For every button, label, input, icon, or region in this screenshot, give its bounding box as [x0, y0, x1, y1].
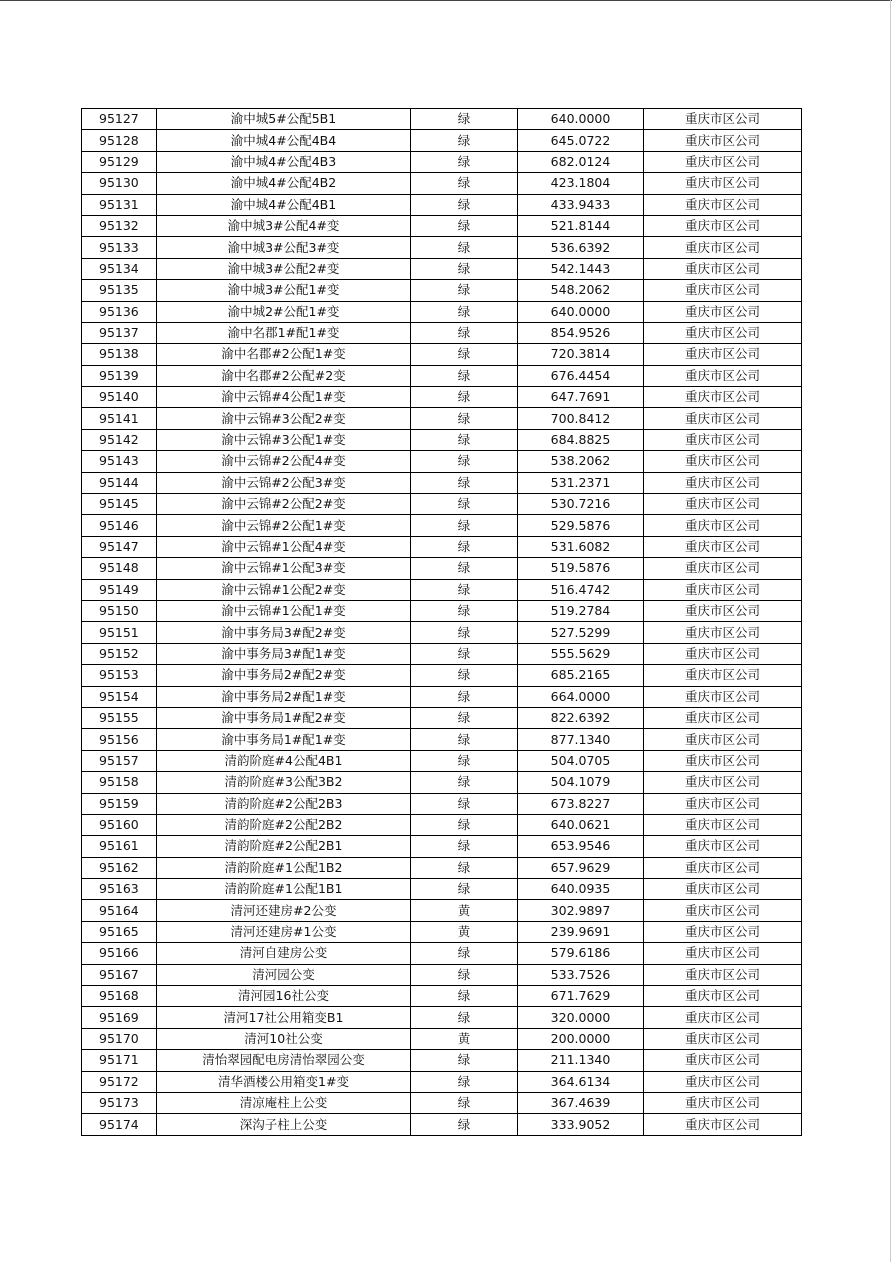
value-cell: 364.6134 [518, 1071, 644, 1092]
company-cell: 重庆市区公司 [644, 215, 802, 236]
station-name-cell: 渝中城3#公配4#变 [157, 215, 411, 236]
table-body [82, 109, 802, 1136]
row-id-cell: 95164 [82, 900, 157, 921]
status-color-cell: 绿 [411, 258, 518, 279]
station-name-cell: 渝中事务局3#配1#变 [157, 643, 411, 664]
status-color-cell: 绿 [411, 322, 518, 343]
row-id-cell: 95141 [82, 408, 157, 429]
company-cell: 重庆市区公司 [644, 1071, 802, 1092]
row-id-cell: 95146 [82, 515, 157, 536]
table-row [82, 857, 802, 878]
table-row [82, 558, 802, 579]
table-row [82, 215, 802, 236]
table-row [82, 365, 802, 386]
status-color-cell: 绿 [411, 879, 518, 900]
table-row [82, 408, 802, 429]
value-cell: 533.7526 [518, 964, 644, 985]
station-name-cell: 渝中云锦#3公配2#变 [157, 408, 411, 429]
row-id-cell: 95159 [82, 793, 157, 814]
table-row [82, 1092, 802, 1113]
table-row [82, 879, 802, 900]
company-cell: 重庆市区公司 [644, 1007, 802, 1028]
station-name-cell: 渝中城3#公配2#变 [157, 258, 411, 279]
value-cell: 239.9691 [518, 921, 644, 942]
table-row [82, 515, 802, 536]
station-name-cell: 渝中云锦#1公配3#变 [157, 558, 411, 579]
row-id-cell: 95135 [82, 280, 157, 301]
value-cell: 700.8412 [518, 408, 644, 429]
row-id-cell: 95149 [82, 579, 157, 600]
station-name-cell: 渝中城3#公配1#变 [157, 280, 411, 301]
row-id-cell: 95137 [82, 322, 157, 343]
data-table [81, 108, 802, 1136]
company-cell: 重庆市区公司 [644, 472, 802, 493]
status-color-cell: 绿 [411, 943, 518, 964]
row-id-cell: 95158 [82, 772, 157, 793]
station-name-cell: 清韵阶庭#1公配1B1 [157, 879, 411, 900]
station-name-cell: 渝中云锦#2公配1#变 [157, 515, 411, 536]
station-name-cell: 渝中云锦#2公配4#变 [157, 451, 411, 472]
table-row [82, 814, 802, 835]
row-id-cell: 95154 [82, 686, 157, 707]
station-name-cell: 渝中云锦#3公配1#变 [157, 429, 411, 450]
status-color-cell: 绿 [411, 1050, 518, 1071]
company-cell: 重庆市区公司 [644, 772, 802, 793]
value-cell: 200.0000 [518, 1028, 644, 1049]
value-cell: 519.2784 [518, 600, 644, 621]
company-cell: 重庆市区公司 [644, 1092, 802, 1113]
row-id-cell: 95134 [82, 258, 157, 279]
value-cell: 877.1340 [518, 729, 644, 750]
company-cell: 重庆市区公司 [644, 322, 802, 343]
row-id-cell: 95133 [82, 237, 157, 258]
row-id-cell: 95155 [82, 707, 157, 728]
company-cell: 重庆市区公司 [644, 622, 802, 643]
station-name-cell: 清华酒楼公用箱变1#变 [157, 1071, 411, 1092]
status-color-cell: 绿 [411, 301, 518, 322]
station-name-cell: 深沟子柱上公变 [157, 1114, 411, 1135]
row-id-cell: 95171 [82, 1050, 157, 1071]
company-cell: 重庆市区公司 [644, 301, 802, 322]
value-cell: 673.8227 [518, 793, 644, 814]
table-row [82, 258, 802, 279]
row-id-cell: 95127 [82, 109, 157, 130]
value-cell: 645.0722 [518, 130, 644, 151]
status-color-cell: 绿 [411, 622, 518, 643]
status-color-cell: 绿 [411, 772, 518, 793]
status-color-cell: 绿 [411, 707, 518, 728]
row-id-cell: 95163 [82, 879, 157, 900]
table-row [82, 600, 802, 621]
status-color-cell: 绿 [411, 665, 518, 686]
station-name-cell: 渝中城5#公配5B1 [157, 109, 411, 130]
value-cell: 211.1340 [518, 1050, 644, 1071]
table-row [82, 494, 802, 515]
status-color-cell: 绿 [411, 194, 518, 215]
station-name-cell: 渝中事务局1#配1#变 [157, 729, 411, 750]
station-name-cell: 清韵阶庭#2公配2B1 [157, 836, 411, 857]
value-cell: 579.6186 [518, 943, 644, 964]
row-id-cell: 95136 [82, 301, 157, 322]
company-cell: 重庆市区公司 [644, 707, 802, 728]
value-cell: 531.2371 [518, 472, 644, 493]
company-cell: 重庆市区公司 [644, 130, 802, 151]
status-color-cell: 绿 [411, 387, 518, 408]
status-color-cell: 绿 [411, 1007, 518, 1028]
value-cell: 854.9526 [518, 322, 644, 343]
row-id-cell: 95144 [82, 472, 157, 493]
station-name-cell: 清河还建房#2公变 [157, 900, 411, 921]
company-cell: 重庆市区公司 [644, 579, 802, 600]
row-id-cell: 95143 [82, 451, 157, 472]
status-color-cell: 绿 [411, 472, 518, 493]
station-name-cell: 清怡翠园配电房清怡翠园公变 [157, 1050, 411, 1071]
company-cell: 重庆市区公司 [644, 879, 802, 900]
company-cell: 重庆市区公司 [644, 729, 802, 750]
station-name-cell: 渝中事务局2#配2#变 [157, 665, 411, 686]
company-cell: 重庆市区公司 [644, 986, 802, 1007]
table-row [82, 665, 802, 686]
table-row [82, 1114, 802, 1135]
value-cell: 653.9546 [518, 836, 644, 857]
row-id-cell: 95142 [82, 429, 157, 450]
value-cell: 640.0000 [518, 109, 644, 130]
status-color-cell: 绿 [411, 1092, 518, 1113]
status-color-cell: 绿 [411, 814, 518, 835]
row-id-cell: 95168 [82, 986, 157, 1007]
row-id-cell: 95161 [82, 836, 157, 857]
status-color-cell: 绿 [411, 836, 518, 857]
value-cell: 423.1804 [518, 173, 644, 194]
station-name-cell: 渝中名郡1#配1#变 [157, 322, 411, 343]
row-id-cell: 95162 [82, 857, 157, 878]
status-color-cell: 黄 [411, 900, 518, 921]
company-cell: 重庆市区公司 [644, 643, 802, 664]
status-color-cell: 绿 [411, 1071, 518, 1092]
status-color-cell: 绿 [411, 643, 518, 664]
station-name-cell: 清河园16社公变 [157, 986, 411, 1007]
row-id-cell: 95132 [82, 215, 157, 236]
company-cell: 重庆市区公司 [644, 109, 802, 130]
status-color-cell: 绿 [411, 857, 518, 878]
table-row [82, 921, 802, 942]
value-cell: 676.4454 [518, 365, 644, 386]
row-id-cell: 95152 [82, 643, 157, 664]
value-cell: 640.0621 [518, 814, 644, 835]
station-name-cell: 清河17社公用箱变B1 [157, 1007, 411, 1028]
table-row [82, 622, 802, 643]
page-top-border [0, 0, 892, 1]
station-name-cell: 渝中城2#公配1#变 [157, 301, 411, 322]
row-id-cell: 95129 [82, 151, 157, 172]
value-cell: 664.0000 [518, 686, 644, 707]
table-row [82, 986, 802, 1007]
station-name-cell: 渝中云锦#1公配4#变 [157, 536, 411, 557]
value-cell: 682.0124 [518, 151, 644, 172]
company-cell: 重庆市区公司 [644, 280, 802, 301]
status-color-cell: 绿 [411, 600, 518, 621]
table-row [82, 643, 802, 664]
value-cell: 531.6082 [518, 536, 644, 557]
company-cell: 重庆市区公司 [644, 515, 802, 536]
value-cell: 367.4639 [518, 1092, 644, 1113]
row-id-cell: 95174 [82, 1114, 157, 1135]
status-color-cell: 绿 [411, 344, 518, 365]
table-row [82, 793, 802, 814]
company-cell: 重庆市区公司 [644, 429, 802, 450]
company-cell: 重庆市区公司 [644, 836, 802, 857]
table-row [82, 151, 802, 172]
company-cell: 重庆市区公司 [644, 344, 802, 365]
station-name-cell: 渝中城4#公配4B1 [157, 194, 411, 215]
row-id-cell: 95128 [82, 130, 157, 151]
row-id-cell: 95157 [82, 750, 157, 771]
company-cell: 重庆市区公司 [644, 750, 802, 771]
status-color-cell: 绿 [411, 408, 518, 429]
row-id-cell: 95166 [82, 943, 157, 964]
company-cell: 重庆市区公司 [644, 600, 802, 621]
value-cell: 720.3814 [518, 344, 644, 365]
station-name-cell: 渝中事务局1#配2#变 [157, 707, 411, 728]
value-cell: 542.1443 [518, 258, 644, 279]
company-cell: 重庆市区公司 [644, 1050, 802, 1071]
table-row [82, 130, 802, 151]
table-row [82, 836, 802, 857]
value-cell: 685.2165 [518, 665, 644, 686]
table-row [82, 194, 802, 215]
row-id-cell: 95147 [82, 536, 157, 557]
company-cell: 重庆市区公司 [644, 921, 802, 942]
table-row [82, 472, 802, 493]
status-color-cell: 绿 [411, 237, 518, 258]
table-row [82, 173, 802, 194]
value-cell: 302.9897 [518, 900, 644, 921]
status-color-cell: 绿 [411, 986, 518, 1007]
row-id-cell: 95173 [82, 1092, 157, 1113]
status-color-cell: 绿 [411, 365, 518, 386]
value-cell: 640.0935 [518, 879, 644, 900]
company-cell: 重庆市区公司 [644, 536, 802, 557]
row-id-cell: 95138 [82, 344, 157, 365]
value-cell: 519.5876 [518, 558, 644, 579]
table-row [82, 280, 802, 301]
status-color-cell: 绿 [411, 109, 518, 130]
station-name-cell: 渝中城4#公配4B3 [157, 151, 411, 172]
page-right-border [890, 0, 891, 1262]
company-cell: 重庆市区公司 [644, 173, 802, 194]
status-color-cell: 绿 [411, 558, 518, 579]
company-cell: 重庆市区公司 [644, 151, 802, 172]
row-id-cell: 95172 [82, 1071, 157, 1092]
value-cell: 640.0000 [518, 301, 644, 322]
table-row [82, 301, 802, 322]
row-id-cell: 95140 [82, 387, 157, 408]
status-color-cell: 绿 [411, 536, 518, 557]
row-id-cell: 95148 [82, 558, 157, 579]
table-row [82, 579, 802, 600]
value-cell: 657.9629 [518, 857, 644, 878]
station-name-cell: 渝中云锦#1公配1#变 [157, 600, 411, 621]
company-cell: 重庆市区公司 [644, 408, 802, 429]
status-color-cell: 绿 [411, 215, 518, 236]
table-row [82, 1028, 802, 1049]
row-id-cell: 95145 [82, 494, 157, 515]
value-cell: 555.5629 [518, 643, 644, 664]
table-row [82, 750, 802, 771]
value-cell: 684.8825 [518, 429, 644, 450]
station-name-cell: 渝中名郡#2公配1#变 [157, 344, 411, 365]
station-name-cell: 清韵阶庭#2公配2B3 [157, 793, 411, 814]
status-color-cell: 黄 [411, 921, 518, 942]
status-color-cell: 绿 [411, 280, 518, 301]
status-color-cell: 绿 [411, 151, 518, 172]
table-row [82, 943, 802, 964]
table-row [82, 109, 802, 130]
status-color-cell: 绿 [411, 173, 518, 194]
status-color-cell: 绿 [411, 130, 518, 151]
table-row [82, 451, 802, 472]
value-cell: 536.6392 [518, 237, 644, 258]
value-cell: 433.9433 [518, 194, 644, 215]
company-cell: 重庆市区公司 [644, 387, 802, 408]
company-cell: 重庆市区公司 [644, 964, 802, 985]
station-name-cell: 渝中城4#公配4B4 [157, 130, 411, 151]
value-cell: 527.5299 [518, 622, 644, 643]
table-row [82, 1050, 802, 1071]
table-row [82, 900, 802, 921]
table-row [82, 322, 802, 343]
row-id-cell: 95156 [82, 729, 157, 750]
value-cell: 504.1079 [518, 772, 644, 793]
station-name-cell: 渝中云锦#1公配2#变 [157, 579, 411, 600]
row-id-cell: 95170 [82, 1028, 157, 1049]
status-color-cell: 绿 [411, 750, 518, 771]
status-color-cell: 绿 [411, 579, 518, 600]
station-name-cell: 渝中名郡#2公配#2变 [157, 365, 411, 386]
table-row [82, 536, 802, 557]
value-cell: 671.7629 [518, 986, 644, 1007]
status-color-cell: 绿 [411, 451, 518, 472]
row-id-cell: 95151 [82, 622, 157, 643]
row-id-cell: 95153 [82, 665, 157, 686]
table-row [82, 387, 802, 408]
company-cell: 重庆市区公司 [644, 900, 802, 921]
value-cell: 516.4742 [518, 579, 644, 600]
station-name-cell: 清凉庵柱上公变 [157, 1092, 411, 1113]
company-cell: 重庆市区公司 [644, 1114, 802, 1135]
station-name-cell: 清韵阶庭#1公配1B2 [157, 857, 411, 878]
station-name-cell: 渝中云锦#2公配2#变 [157, 494, 411, 515]
value-cell: 822.6392 [518, 707, 644, 728]
company-cell: 重庆市区公司 [644, 451, 802, 472]
table-row [82, 237, 802, 258]
value-cell: 521.8144 [518, 215, 644, 236]
value-cell: 548.2062 [518, 280, 644, 301]
table-row [82, 686, 802, 707]
station-name-cell: 渝中云锦#2公配3#变 [157, 472, 411, 493]
company-cell: 重庆市区公司 [644, 494, 802, 515]
status-color-cell: 绿 [411, 964, 518, 985]
station-name-cell: 渝中事务局3#配2#变 [157, 622, 411, 643]
company-cell: 重庆市区公司 [644, 258, 802, 279]
value-cell: 538.2062 [518, 451, 644, 472]
company-cell: 重庆市区公司 [644, 665, 802, 686]
status-color-cell: 绿 [411, 729, 518, 750]
row-id-cell: 95165 [82, 921, 157, 942]
row-id-cell: 95167 [82, 964, 157, 985]
status-color-cell: 绿 [411, 494, 518, 515]
station-name-cell: 清河自建房公变 [157, 943, 411, 964]
company-cell: 重庆市区公司 [644, 558, 802, 579]
table-row [82, 729, 802, 750]
value-cell: 333.9052 [518, 1114, 644, 1135]
station-name-cell: 清韵阶庭#4公配4B1 [157, 750, 411, 771]
station-name-cell: 清河园公变 [157, 964, 411, 985]
row-id-cell: 95130 [82, 173, 157, 194]
company-cell: 重庆市区公司 [644, 237, 802, 258]
status-color-cell: 绿 [411, 429, 518, 450]
value-cell: 320.0000 [518, 1007, 644, 1028]
status-color-cell: 绿 [411, 515, 518, 536]
row-id-cell: 95131 [82, 194, 157, 215]
value-cell: 504.0705 [518, 750, 644, 771]
company-cell: 重庆市区公司 [644, 814, 802, 835]
station-name-cell: 渝中城3#公配3#变 [157, 237, 411, 258]
status-color-cell: 绿 [411, 1114, 518, 1135]
table-row [82, 964, 802, 985]
value-cell: 647.7691 [518, 387, 644, 408]
station-name-cell: 清河还建房#1公变 [157, 921, 411, 942]
station-name-cell: 渝中事务局2#配1#变 [157, 686, 411, 707]
row-id-cell: 95160 [82, 814, 157, 835]
station-name-cell: 渝中云锦#4公配1#变 [157, 387, 411, 408]
company-cell: 重庆市区公司 [644, 686, 802, 707]
status-color-cell: 黄 [411, 1028, 518, 1049]
value-cell: 530.7216 [518, 494, 644, 515]
table-row [82, 429, 802, 450]
table-row [82, 1007, 802, 1028]
status-color-cell: 绿 [411, 793, 518, 814]
row-id-cell: 95139 [82, 365, 157, 386]
station-name-cell: 渝中城4#公配4B2 [157, 173, 411, 194]
row-id-cell: 95169 [82, 1007, 157, 1028]
row-id-cell: 95150 [82, 600, 157, 621]
value-cell: 529.5876 [518, 515, 644, 536]
table-row [82, 707, 802, 728]
company-cell: 重庆市区公司 [644, 365, 802, 386]
table-row [82, 1071, 802, 1092]
station-name-cell: 清韵阶庭#3公配3B2 [157, 772, 411, 793]
company-cell: 重庆市区公司 [644, 194, 802, 215]
station-name-cell: 清韵阶庭#2公配2B2 [157, 814, 411, 835]
table-row [82, 772, 802, 793]
company-cell: 重庆市区公司 [644, 1028, 802, 1049]
company-cell: 重庆市区公司 [644, 857, 802, 878]
company-cell: 重庆市区公司 [644, 793, 802, 814]
company-cell: 重庆市区公司 [644, 943, 802, 964]
status-color-cell: 绿 [411, 686, 518, 707]
table-row [82, 344, 802, 365]
station-name-cell: 清河10社公变 [157, 1028, 411, 1049]
